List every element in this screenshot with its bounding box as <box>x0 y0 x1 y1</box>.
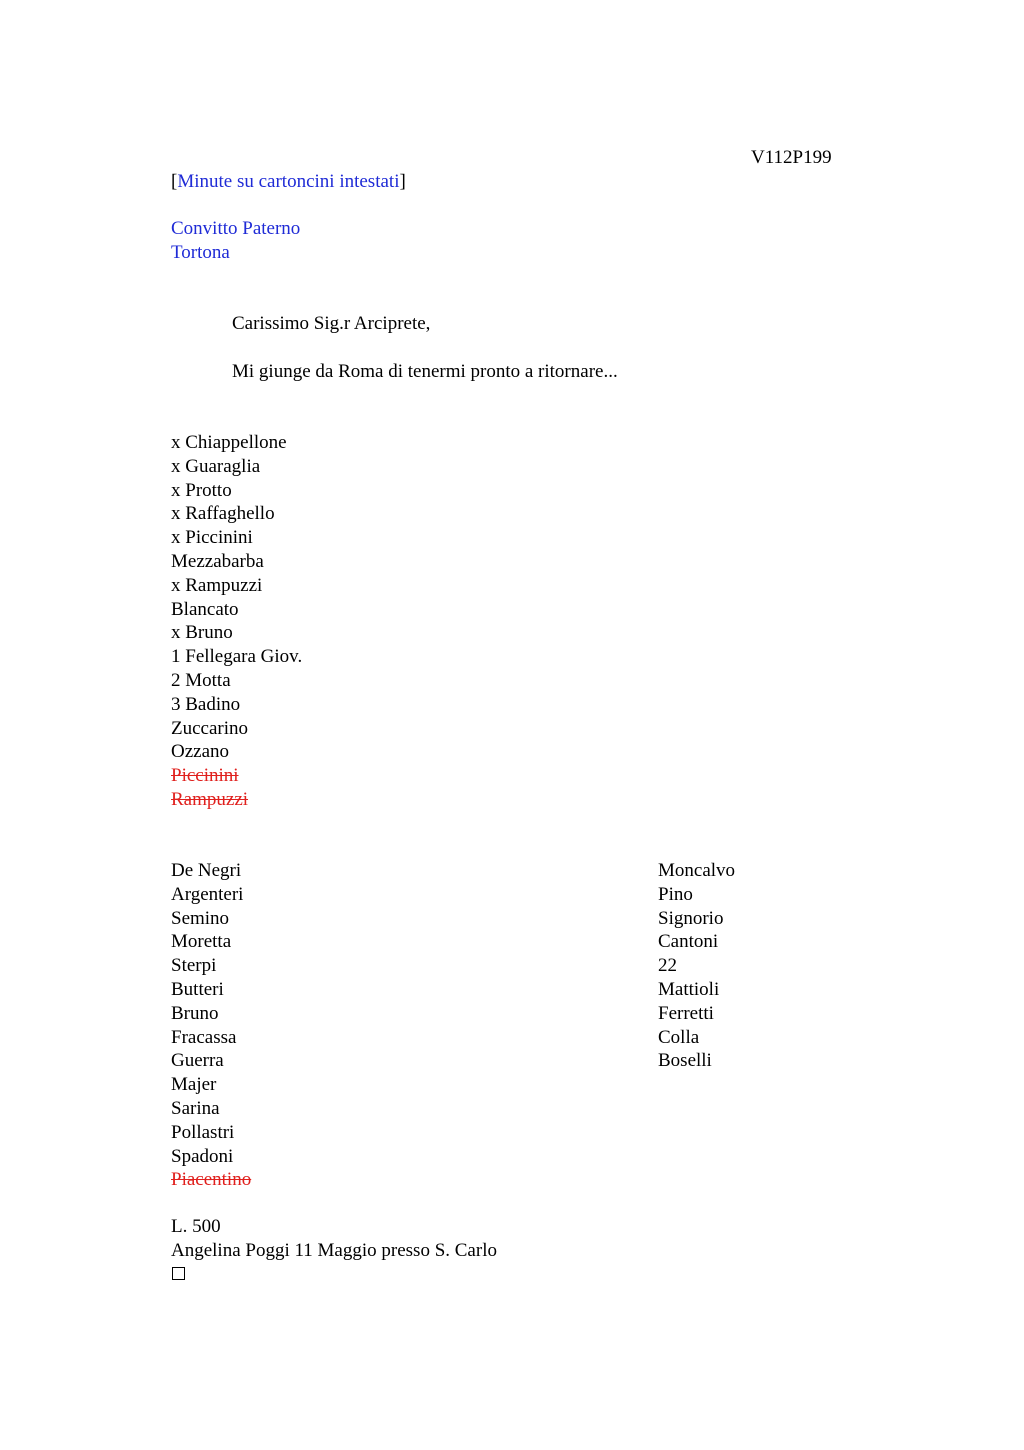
name-list-second-right-item: Colla <box>658 1026 700 1048</box>
name-list-second-left-item: Argenteri <box>171 883 244 905</box>
name-list-second-right <box>658 859 735 1073</box>
opening-sentence: Mi giunge da Roma di tenermi pronto a ritornare... <box>232 361 618 382</box>
closing-note: Angelina Poggi 11 Maggio presso S. Carlo <box>171 1240 497 1261</box>
name-list-first-item: x Raffaghello <box>171 503 275 525</box>
name-list-second-right-item: Moncalvo <box>658 860 736 881</box>
name-list-second-left-item: De Negri <box>171 860 242 881</box>
name-list-first-item: x Guaraglia <box>171 455 261 477</box>
name-list-first-item-struck: Piccinini <box>171 765 239 787</box>
name-list-second-left-item: Moretta <box>171 931 232 953</box>
name-list-second-right-item: 22 <box>658 955 677 977</box>
name-list-first-item: Blancato <box>171 598 239 620</box>
name-list-second-left-item: Semino <box>171 907 230 929</box>
name-list-first-item: x Chiappellone <box>171 432 287 453</box>
name-list-first-item: Zuccarino <box>171 717 249 739</box>
empty-checkbox-glyph <box>172 1267 185 1280</box>
name-list-second-left-item: Sarina <box>171 1097 220 1119</box>
name-list-second-left-item: Butteri <box>171 978 224 1000</box>
name-list-second-left-item-struck: Piacentino <box>171 1169 252 1191</box>
name-list-second-right-item: Boselli <box>658 1050 712 1072</box>
salutation: Carissimo Sig.r Arciprete, <box>232 313 431 334</box>
name-list-second-left-item: Spadoni <box>171 1145 234 1167</box>
document-reference: V112P199 <box>751 147 832 168</box>
name-list-second-left-item: Majer <box>171 1074 217 1096</box>
letterhead-line-1: Convitto Paterno <box>171 218 301 239</box>
name-list-second-left <box>171 859 251 1192</box>
name-list-first-item-struck: Rampuzzi <box>171 788 249 810</box>
name-list-first-item: x Piccinini <box>171 527 253 549</box>
name-list-first <box>171 431 302 812</box>
name-list-second-left-item: Bruno <box>171 1002 219 1024</box>
name-list-first-item: 3 Badino <box>171 693 241 715</box>
name-list-second-left-item: Fracassa <box>171 1026 237 1048</box>
name-list-first-item: Ozzano <box>171 741 230 763</box>
amount: L. 500 <box>171 1216 221 1237</box>
name-list-first-item: 2 Motta <box>171 669 231 691</box>
name-list-second-right-item: Signorio <box>658 907 724 929</box>
name-list-first-item: x Rampuzzi <box>171 574 263 596</box>
letterhead-line-2: Tortona <box>171 242 230 263</box>
name-list-second-right-item: Pino <box>658 883 693 905</box>
header-note-text: Minute su cartoncini intestati <box>177 171 400 192</box>
name-list-first-item: Mezzabarba <box>171 550 264 572</box>
name-list-first-item: 1 Fellegara Giov. <box>171 646 303 668</box>
name-list-second-left-item: Sterpi <box>171 955 217 977</box>
name-list-first-item: x Protto <box>171 479 232 501</box>
name-list-second-left-item: Guerra <box>171 1050 224 1072</box>
header-note-open-bracket: [ <box>171 171 178 192</box>
name-list-first-item: x Bruno <box>171 622 233 644</box>
header-note-close-bracket: ] <box>399 171 406 192</box>
name-list-second-right-item: Cantoni <box>658 931 719 953</box>
name-list-second-right-item: Mattioli <box>658 978 720 1000</box>
name-list-second-right-item: Ferretti <box>658 1002 714 1024</box>
name-list-second-left-item: Pollastri <box>171 1121 235 1143</box>
header-note <box>171 170 406 194</box>
